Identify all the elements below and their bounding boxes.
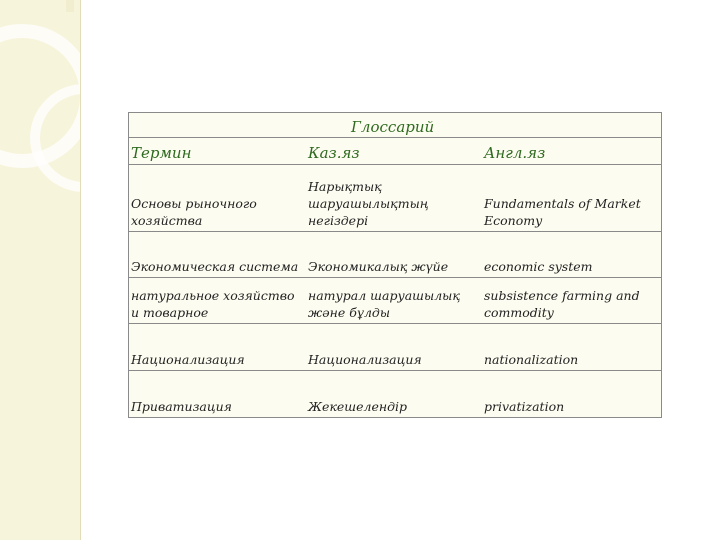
term-cell: Национализация <box>131 352 245 367</box>
kazakh-cell: Национализация <box>308 352 422 367</box>
glossary-title: Глоссарий <box>351 118 435 136</box>
decorative-side-panel <box>0 0 81 540</box>
english-cell: subsistence farming and commodity <box>484 288 640 320</box>
english-cell: economic system <box>484 259 593 274</box>
table-row <box>129 232 661 278</box>
header-kazakh: Каз.яз <box>308 144 360 162</box>
english-cell: nationalization <box>484 352 579 367</box>
header-term: Термин <box>131 144 192 162</box>
english-cell: privatization <box>484 399 565 414</box>
english-cell: Fundamentals of Market Economy <box>484 196 641 228</box>
table-row <box>129 278 661 324</box>
table-row <box>129 371 661 417</box>
kazakh-cell: натурал шаруашылық және бұлды <box>308 288 460 320</box>
term-cell: Экономическая система <box>131 259 299 274</box>
term-cell: натуральное хозяйство и товарное <box>131 288 295 320</box>
table-row <box>129 324 661 371</box>
decorative-bar <box>66 0 74 12</box>
term-cell: Приватизация <box>131 399 232 414</box>
header-english: Англ.яз <box>484 144 546 162</box>
glossary-title-row <box>129 113 661 138</box>
term-cell: Основы рыночного хозяйства <box>131 196 257 228</box>
kazakh-cell: Экономикалық жүйе <box>308 259 449 274</box>
kazakh-cell: Нарықтық шаруашылықтың негiздерi <box>308 179 429 228</box>
glossary-table <box>128 112 662 418</box>
kazakh-cell: Жекешелендiр <box>308 399 408 414</box>
table-row <box>129 165 661 232</box>
table-header-row <box>129 138 661 165</box>
